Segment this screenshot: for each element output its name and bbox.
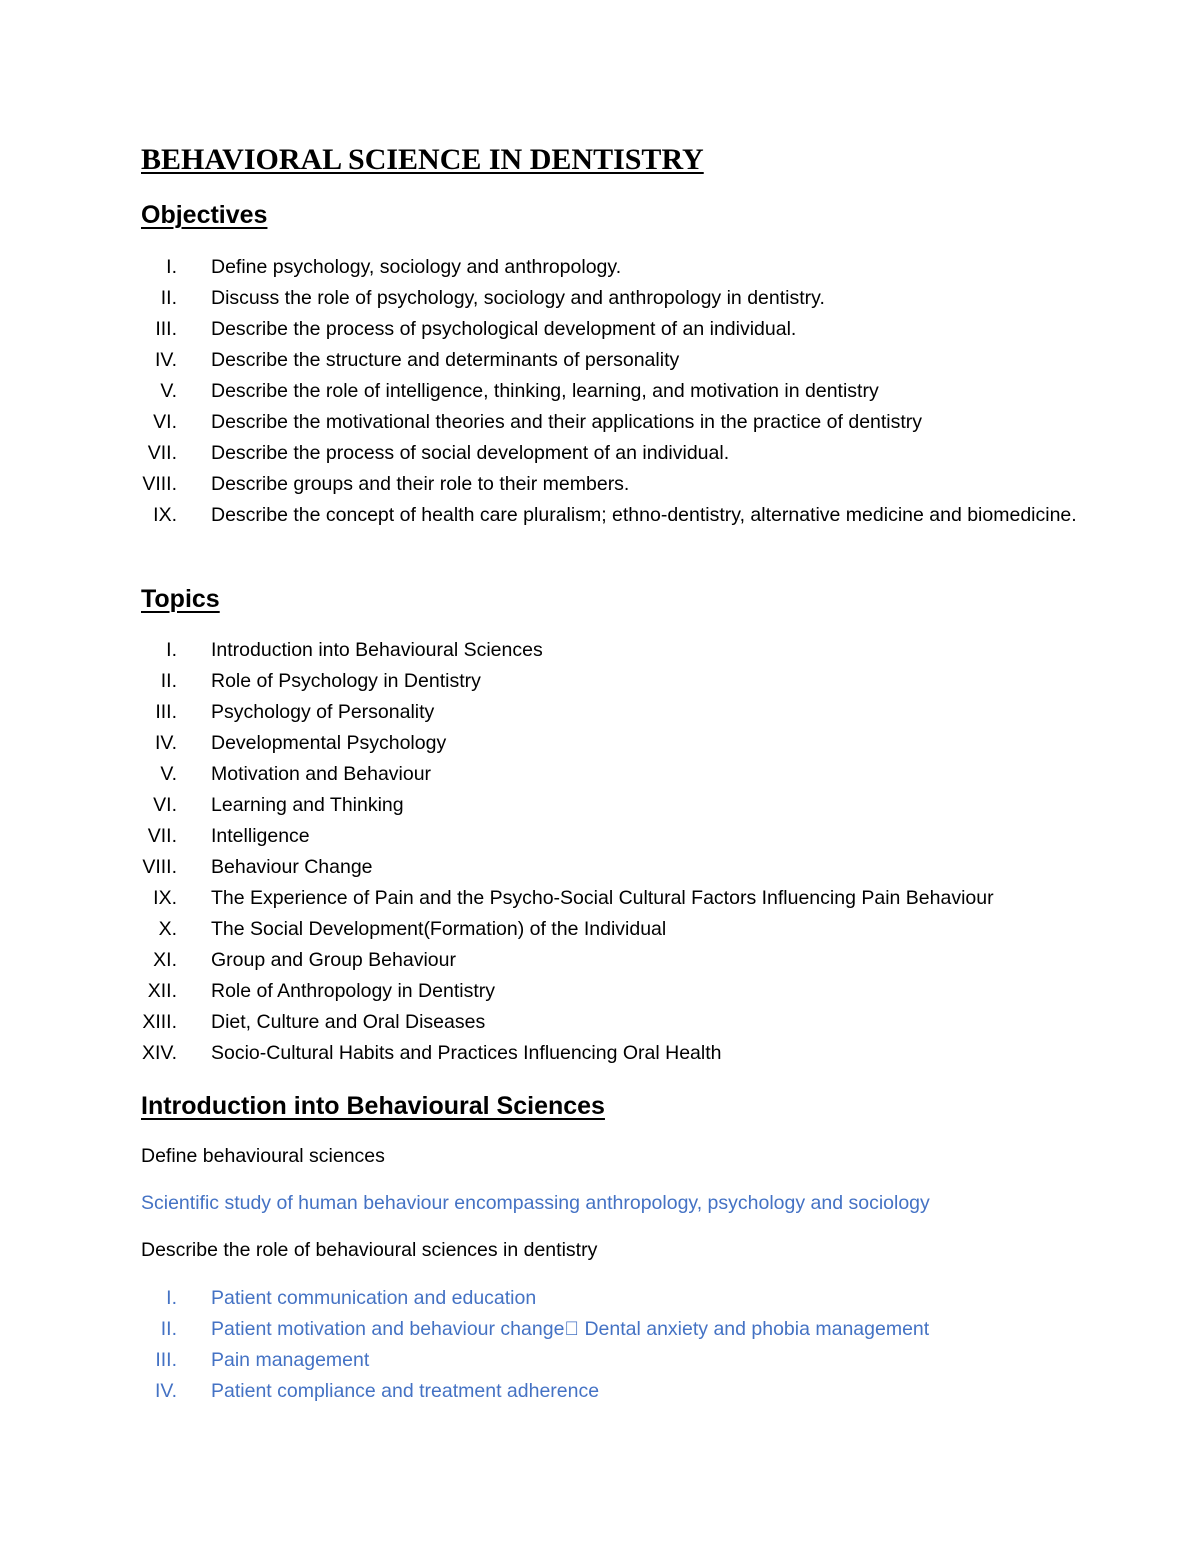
objective-text: Describe the process of psychological development of an individual. bbox=[211, 318, 797, 340]
topic-text: Socio-Cultural Habits and Practices Influencing Oral Health bbox=[211, 1042, 722, 1064]
topics-heading: Topics bbox=[141, 585, 220, 613]
introduction-heading: Introduction into Behavioural Sciences bbox=[141, 1092, 605, 1120]
list-numeral: XIV. bbox=[141, 1042, 177, 1064]
objectives-heading: Objectives bbox=[141, 201, 268, 229]
list-numeral: X. bbox=[158, 918, 177, 940]
list-numeral: I. bbox=[166, 256, 177, 278]
objective-text: Describe groups and their role to their members. bbox=[211, 473, 630, 495]
topic-text: Group and Group Behaviour bbox=[211, 949, 456, 971]
role-text: Patient communication and education bbox=[211, 1287, 537, 1309]
role-text: Pain management bbox=[211, 1349, 370, 1371]
list-numeral: XI. bbox=[153, 949, 177, 971]
objective-text: Describe the role of intelligence, thinking, learning, and motivation in dentistry bbox=[211, 380, 879, 402]
list-numeral: III. bbox=[155, 1349, 177, 1371]
list-numeral: II. bbox=[160, 287, 177, 309]
objective-text: Describe the motivational theories and their applications in the practice of dentistry bbox=[211, 411, 923, 433]
topic-text: Role of Psychology in Dentistry bbox=[211, 670, 481, 692]
topic-text: Intelligence bbox=[211, 825, 310, 847]
list-numeral: III. bbox=[155, 318, 177, 340]
topic-text: Learning and Thinking bbox=[211, 794, 404, 816]
objective-text: Discuss the role of psychology, sociology and anthropology in dentistry. bbox=[211, 287, 825, 309]
list-numeral: I. bbox=[166, 639, 177, 661]
objective-text: Describe the process of social development of an individual. bbox=[211, 442, 730, 464]
role-text: Patient motivation and behaviour change Dental anxiety and phobia management bbox=[211, 1318, 915, 1340]
list-numeral: XII. bbox=[147, 980, 177, 1002]
list-numeral: IV. bbox=[154, 1380, 177, 1402]
list-numeral: IX. bbox=[153, 887, 177, 909]
role-question: Describe the role of behavioural sciences in dentistry bbox=[141, 1239, 598, 1261]
objective-text: Define psychology, sociology and anthropology. bbox=[211, 256, 622, 278]
list-numeral: IV. bbox=[154, 349, 177, 371]
list-numeral: VIII. bbox=[142, 856, 177, 878]
topic-text: Psychology of Personality bbox=[211, 701, 435, 723]
topic-text: The Experience of Pain and the Psycho-Social Cultural Factors Influencing Pain Behaviour bbox=[211, 887, 994, 909]
list-numeral: II. bbox=[160, 1318, 177, 1340]
document-title: BEHAVIORAL SCIENCE IN DENTISTRY bbox=[141, 143, 704, 176]
topic-text: The Social Development(Formation) of the Individual bbox=[211, 918, 667, 940]
topic-text: Developmental Psychology bbox=[211, 732, 447, 754]
define-answer: Scientific study of human behaviour encompassing anthropology, psychology and sociology bbox=[141, 1192, 930, 1214]
define-question: Define behavioural sciences bbox=[141, 1145, 385, 1167]
list-numeral: VI. bbox=[153, 411, 177, 433]
role-text: Patient compliance and treatment adherence bbox=[211, 1380, 600, 1402]
list-numeral: VI. bbox=[153, 794, 177, 816]
list-numeral: VII. bbox=[147, 442, 177, 464]
topic-text: Role of Anthropology in Dentistry bbox=[211, 980, 495, 1002]
list-numeral: V. bbox=[160, 763, 177, 785]
list-numeral: VII. bbox=[147, 825, 177, 847]
list-numeral: V. bbox=[160, 380, 177, 402]
list-numeral: IX. bbox=[153, 504, 177, 526]
list-numeral: II. bbox=[160, 670, 177, 692]
list-numeral: III. bbox=[155, 701, 177, 723]
objective-text: Describe the concept of health care pluralism; ethno-dentistry, alternative medicine and biomedicine. bbox=[211, 504, 1077, 526]
objective-text: Describe the structure and determinants of personality bbox=[211, 349, 680, 371]
list-numeral: XIII. bbox=[142, 1011, 177, 1033]
topic-text: Motivation and Behaviour bbox=[211, 763, 432, 785]
topic-text: Diet, Culture and Oral Diseases bbox=[211, 1011, 486, 1033]
list-numeral: IV. bbox=[154, 732, 177, 754]
topic-text: Behaviour Change bbox=[211, 856, 373, 878]
list-numeral: VIII. bbox=[142, 473, 177, 495]
list-numeral: I. bbox=[166, 1287, 177, 1309]
topic-text: Introduction into Behavioural Sciences bbox=[211, 639, 543, 661]
